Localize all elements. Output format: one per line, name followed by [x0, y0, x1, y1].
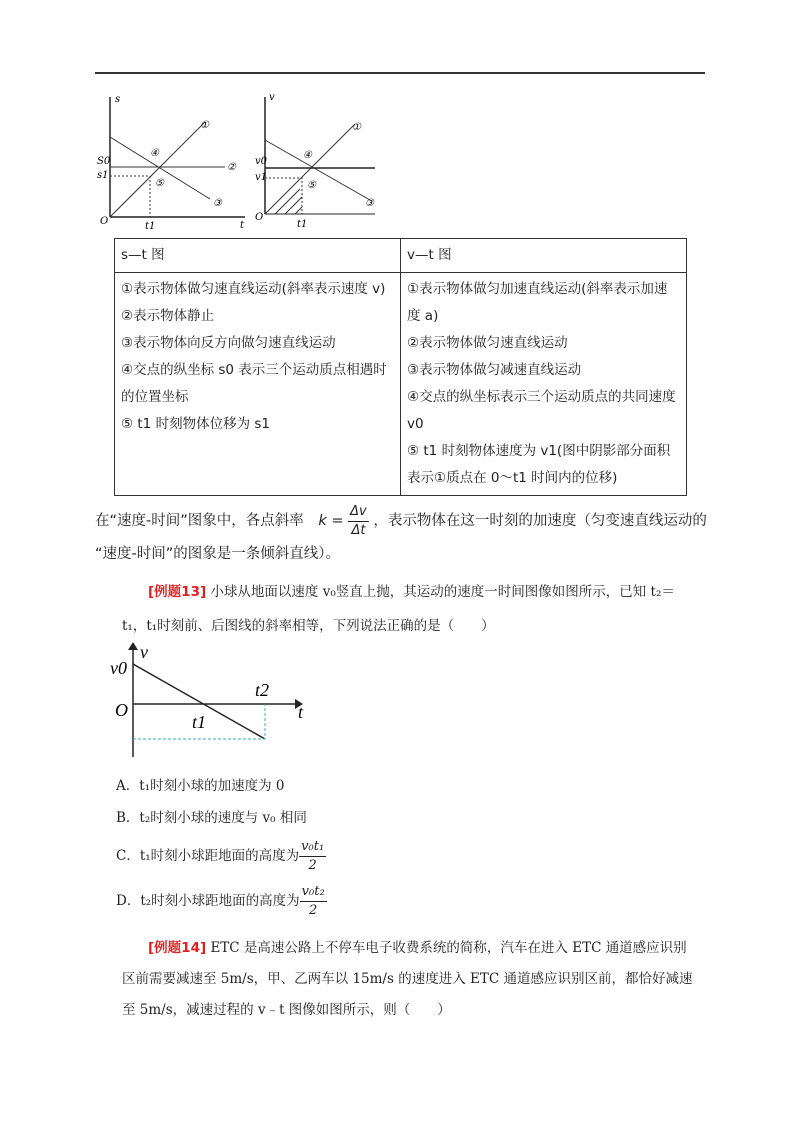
v0-label: v0: [110, 658, 127, 678]
table-item: ⑤ t1 时刻物体位移为 s1: [121, 416, 270, 432]
slope-formula: [348, 503, 369, 540]
table-item: ②表示物体做匀速直线运动: [407, 335, 568, 351]
example-tag: [例题14]: [148, 940, 207, 956]
note-text: 在“速度-时间”图象中，各点斜率: [95, 513, 304, 529]
note-text: ，表示物体在这一时刻的加速度（匀变速直线运动的: [373, 513, 707, 529]
line-3-label: ③: [213, 198, 222, 209]
table-item: ④交点的纵坐标 s0 表示三个运动质点相遇时的位置坐标: [121, 362, 387, 405]
option-a[interactable]: A．t₁时刻小球的加速度为 0: [116, 778, 285, 794]
example-text: ETC 是高速公路上不停车电子收费系统的简称，汽车在进入 ETC 通道感应识别: [210, 940, 687, 956]
s1-label: s1: [97, 170, 109, 181]
example-14-line-2: 区前需要减速至 5m/s，甲、乙两车以 15m/s 的速度进入 ETC 通道感应识别区前，都恰好减速: [122, 971, 693, 987]
header-rule: [95, 72, 705, 74]
option-formula: [299, 838, 326, 875]
formula-denominator: Δt: [351, 522, 366, 538]
option-text: D．t₂时刻小球距地面的高度为: [116, 893, 300, 909]
formula-numerator: v₀t₁: [299, 838, 326, 857]
table-item: ③表示物体向反方向做匀速直线运动: [121, 335, 336, 351]
table-item: ①表示物体做匀加速直线运动(斜率表示加速度 a): [407, 281, 668, 324]
st-column: [115, 273, 401, 496]
option-b[interactable]: B．t₂时刻小球的速度与 v₀ 相同: [116, 810, 307, 826]
option-formula: [300, 883, 327, 920]
v-t-graph: [255, 92, 380, 232]
point-5-label: ⑤: [155, 178, 164, 189]
example-13-line-1: [95, 582, 715, 602]
graph-comparison-table: [114, 238, 687, 496]
v1-label: v1: [255, 172, 268, 183]
table-item: ⑤ t1 时刻物体速度为 v1(图中阴影部分面积表示①质点在 0～t1 时间内的位移): [407, 443, 671, 486]
origin-label: O: [100, 216, 109, 227]
v0-label: v0: [255, 156, 268, 167]
point-4-label: ④: [150, 148, 159, 159]
formula-denominator: 2: [309, 903, 318, 918]
slope-note: [95, 502, 715, 568]
s-axis-label: s: [115, 94, 121, 105]
table-item: ③表示物体做匀减速直线运动: [407, 362, 582, 378]
example-text: 小球从地面以速度 v₀竖直上抛，其运动的速度一时间图像如图所示，已知 t₂＝: [210, 584, 675, 600]
example-tag: [例题13]: [148, 584, 207, 600]
content-flow: [95, 238, 715, 1020]
example-14-line-3: 至 5m/s，减速过程的 v﹣t 图像如图所示，则（ ）: [122, 1002, 451, 1018]
line-1-label: ①: [352, 122, 361, 133]
table-item: ②表示物体静止: [121, 308, 215, 324]
formula-denominator: 2: [308, 858, 317, 873]
t-axis-label: t: [298, 702, 304, 722]
origin-label: O: [255, 212, 264, 223]
example-13-vt-graph: [110, 642, 310, 762]
t1-label: t1: [297, 219, 308, 230]
option-text: C．t₁时刻小球距地面的高度为: [116, 848, 300, 864]
line-3-label: ③: [365, 198, 374, 209]
table-item: ④交点的纵坐标表示三个运动质点的共同速度 v0: [407, 389, 676, 432]
v-axis-label: v: [140, 642, 148, 662]
table-header: v—t 图: [401, 239, 687, 273]
point-4-label: ④: [303, 150, 312, 161]
formula-k: k =: [318, 513, 344, 529]
formula-numerator: v₀t₂: [300, 883, 327, 902]
option-c[interactable]: [95, 838, 715, 875]
t2-label: t2: [255, 680, 270, 700]
t1-label: t1: [145, 221, 156, 232]
t1-label: t1: [192, 712, 207, 732]
origin-label: O: [115, 700, 128, 720]
line-2-label: ②: [227, 162, 236, 173]
v-axis-label: v: [269, 92, 275, 103]
vt-column: [401, 273, 687, 496]
note-line-2: “速度-时间”的图象是一条倾斜直线）。: [95, 546, 341, 562]
line-1-label: ①: [200, 120, 209, 131]
t-axis-label: t: [240, 220, 245, 231]
example-13-line-2: t₁，t₁时刻前、后图线的斜率相等，下列说法正确的是（ ）: [122, 618, 495, 634]
point-5-label: ⑤: [307, 180, 316, 191]
formula-numerator: Δv: [348, 503, 369, 522]
table-header: s—t 图: [115, 239, 401, 273]
table-item: ①表示物体做匀速直线运动(斜率表示速度 v): [121, 281, 386, 297]
s0-label: S0: [97, 156, 111, 167]
s-t-graph: [95, 92, 255, 232]
option-d[interactable]: [95, 883, 715, 920]
example-14-line-1: [95, 938, 715, 958]
